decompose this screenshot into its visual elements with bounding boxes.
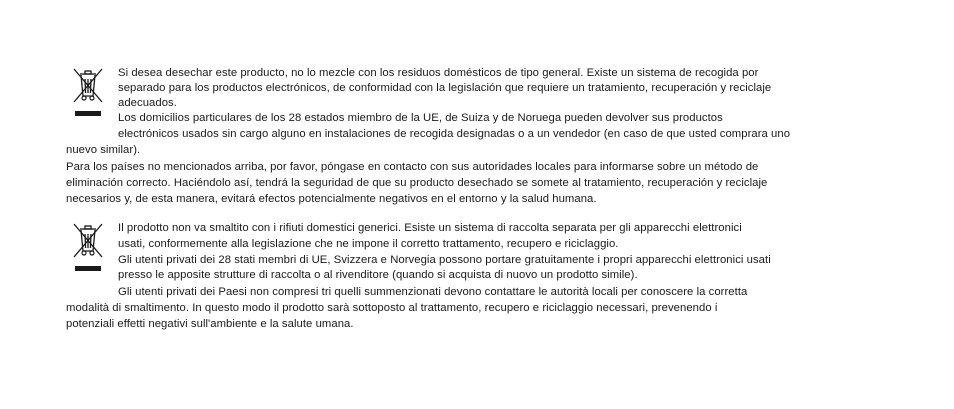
weee-crossed-bin-icon bbox=[72, 221, 104, 273]
it-paragraph-3-line-1: Gli utenti privati dei Paesi non compresi tri quelli summenzionati devono contattare le autorità locali per conoscere la corretta bbox=[118, 286, 748, 298]
es-paragraph-1-line-1: Si desea desechar este producto, no lo mezcle con los residuos domésticos de tipo general. Existe un sistema de recogida por bbox=[118, 67, 759, 79]
es-paragraph-2-line-3: nuevo similar). bbox=[66, 144, 141, 156]
it-paragraph-2-line-2: presso le apposite strutture di raccolta o al rivenditore (quando si acquista di nuovo un prodotto simile). bbox=[118, 269, 638, 281]
it-paragraph-1-line-2: usati, conformemente alla legislazione che ne impone il corretto trattamento, recupero e riciclaggio. bbox=[118, 238, 619, 250]
it-paragraph-1-line-1: Il prodotto non va smaltito con i rifiuti domestici generici. Esiste un sistema di raccolta separata per gli apparecchi elettronici bbox=[118, 222, 742, 234]
it-paragraph-3-line-2: modalità di smaltimento. In questo modo il prodotto sarà sottoposto al trattamento, recupero e riciclaggio necessari, prevenendo i bbox=[66, 302, 718, 314]
es-paragraph-2-line-2: electrónicos usados sin cargo alguno en instalaciones de recogida designadas o a un vendedor (en caso de que usted comprara uno bbox=[118, 128, 791, 140]
es-paragraph-2-line-1: Los domicilios particulares de los 28 estados miembro de la UE, de Suiza y de Noruega pueden devolver sus productos bbox=[118, 112, 723, 124]
es-paragraph-1-line-3: adecuados. bbox=[118, 97, 177, 109]
es-paragraph-1-line-2: separado para los productos electrónicos, de conformidad con la legislación que requiere un tratamiento, recuperación y reciclaje bbox=[118, 82, 772, 94]
es-paragraph-3-line-2: eliminación correcto. Haciéndolo así, tendrá la seguridad de que su producto desechado se somete al tratamiento, recuperación y reciclaje bbox=[66, 177, 768, 189]
it-paragraph-2-line-1: Gli utenti privati dei 28 stati membri di UE, Svizzera e Norvegia possono portare gratuitamente i propri apparecchi elettronici usati bbox=[118, 254, 771, 266]
es-paragraph-3-line-1: Para los países no mencionados arriba, por favor, póngase en contacto con sus autoridades locales para informarse sobre un método de bbox=[66, 161, 759, 173]
it-paragraph-3-line-3: potenziali effetti negativi sull'ambiente e la salute umana. bbox=[66, 318, 354, 330]
es-paragraph-3-line-3: necesarios y, de esta manera, evitará efectos potencialmente negativos en el entorno y la salud humana. bbox=[66, 193, 597, 205]
